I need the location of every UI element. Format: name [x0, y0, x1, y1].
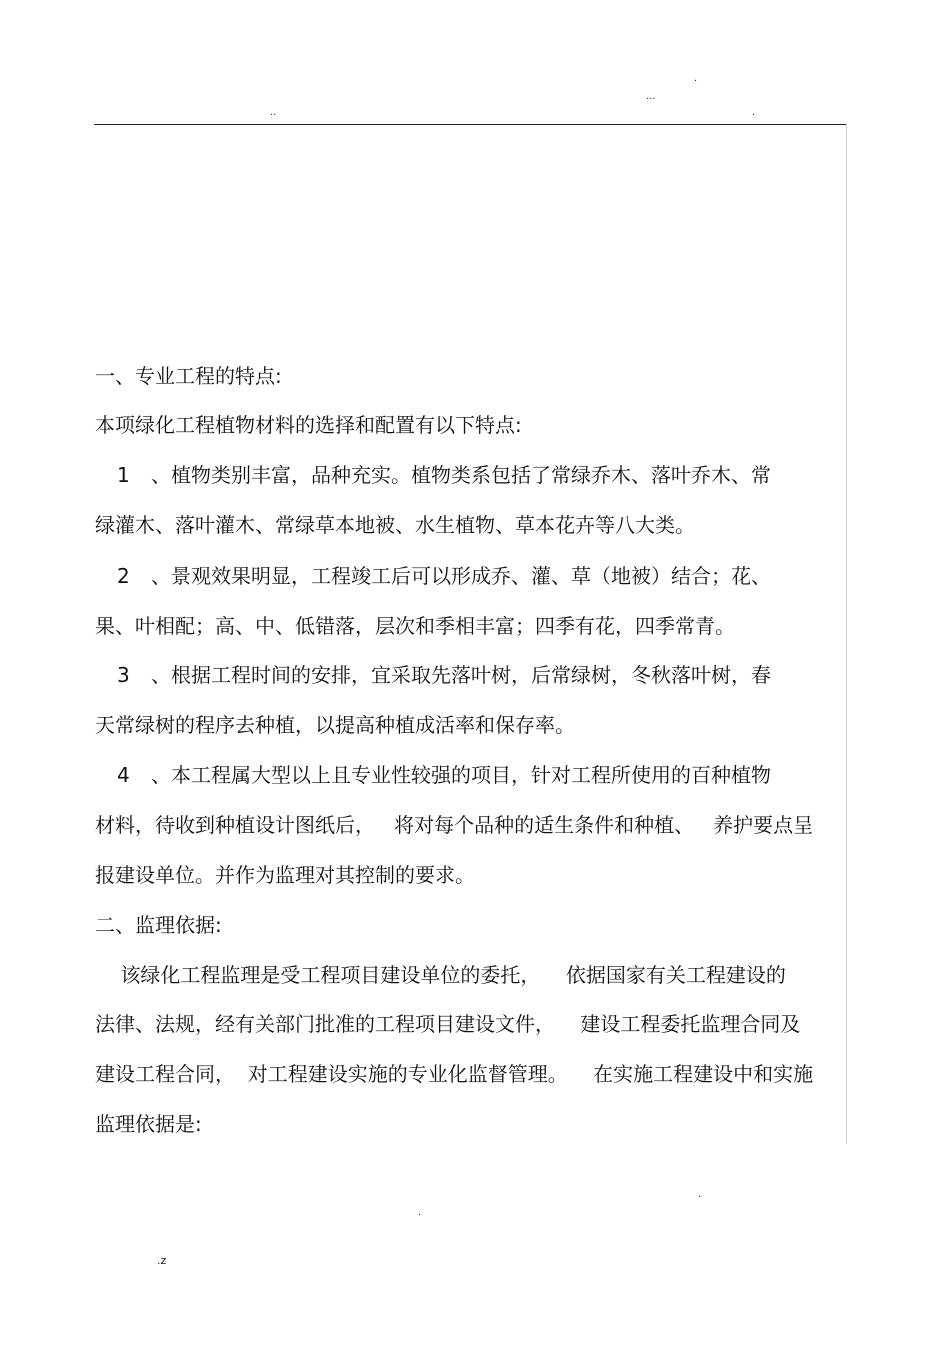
- line-text: 、景观效果明显，工程竣工后可以形成乔、灌、草（地被）结合；花、: [151, 564, 771, 588]
- line-text: 报建设单位。并作为监理对其控制的要求。: [95, 863, 475, 887]
- paragraph-line: [95, 813, 813, 837]
- list-item-line: [117, 663, 771, 687]
- paragraph-line: [95, 1012, 800, 1036]
- line-text: 材料，待收到种植设计图纸后， 将对每个品种的适生条件和种植、 养护要点呈: [95, 813, 814, 837]
- list-number: 3: [117, 663, 130, 687]
- line-text: 本项绿化工程植物材料的选择和配置有以下特点:: [95, 413, 522, 437]
- section-heading: [95, 913, 222, 937]
- line-text: 建设工程合同， 对工程建设实施的专业化监督管理。 在实施工程建设中和实施: [95, 1062, 814, 1086]
- list-item-line: [117, 564, 771, 588]
- paragraph-line: [95, 1062, 813, 1086]
- line-text: 、根据工程时间的安排，宜采取先落叶树，后常绿树，冬秋落叶树，春: [151, 663, 771, 687]
- list-item-line: [117, 763, 771, 787]
- line-text: 法律、法规，经有关部门批准的工程项目建设文件， 建设工程委托监理合同及: [95, 1012, 801, 1036]
- footer-mark: .z: [157, 1254, 167, 1267]
- footer-mark: .: [418, 1207, 422, 1218]
- list-item-line: [117, 463, 771, 487]
- paragraph-line: [95, 513, 695, 537]
- header-mark: .: [752, 107, 756, 118]
- list-number: 2: [117, 564, 130, 588]
- line-text: 监理依据是:: [95, 1112, 202, 1136]
- footer-mark: .: [698, 1189, 702, 1200]
- section-heading: [95, 364, 282, 388]
- header-mark: ...: [646, 91, 656, 102]
- list-number: 1: [117, 463, 130, 487]
- paragraph-line: [95, 614, 735, 638]
- paragraph-line: [95, 713, 575, 737]
- paragraph-line: [95, 413, 522, 437]
- header-mark: .: [694, 73, 698, 84]
- line-text: 绿灌木、落叶灌木、常绿草本地被、水生植物、草本花卉等八大类。: [95, 513, 695, 537]
- header-rule: [94, 124, 847, 125]
- list-number: 4: [117, 763, 130, 787]
- line-text: 、本工程属大型以上且专业性较强的项目，针对工程所使用的百种植物: [151, 763, 771, 787]
- line-text: 果、叶相配；高、中、低错落，层次和季相丰富；四季有花，四季常青。: [95, 614, 735, 638]
- paragraph-line: [95, 963, 786, 987]
- line-text: 二、监理依据:: [95, 913, 222, 937]
- line-text: 、植物类别丰富，品种充实。植物类系包括了常绿乔木、落叶乔木、常: [151, 463, 771, 487]
- paragraph-line: [95, 1112, 202, 1136]
- paragraph-line: [95, 863, 475, 887]
- right-margin-rule: [846, 124, 847, 1144]
- header-mark: ..: [270, 107, 277, 118]
- line-text: 该绿化工程监理是受工程项目建设单位的委托， 依据国家有关工程建设的: [95, 963, 786, 987]
- line-text: 一、专业工程的特点:: [95, 364, 282, 388]
- line-text: 天常绿树的程序去种植，以提高种植成活率和保存率。: [95, 713, 575, 737]
